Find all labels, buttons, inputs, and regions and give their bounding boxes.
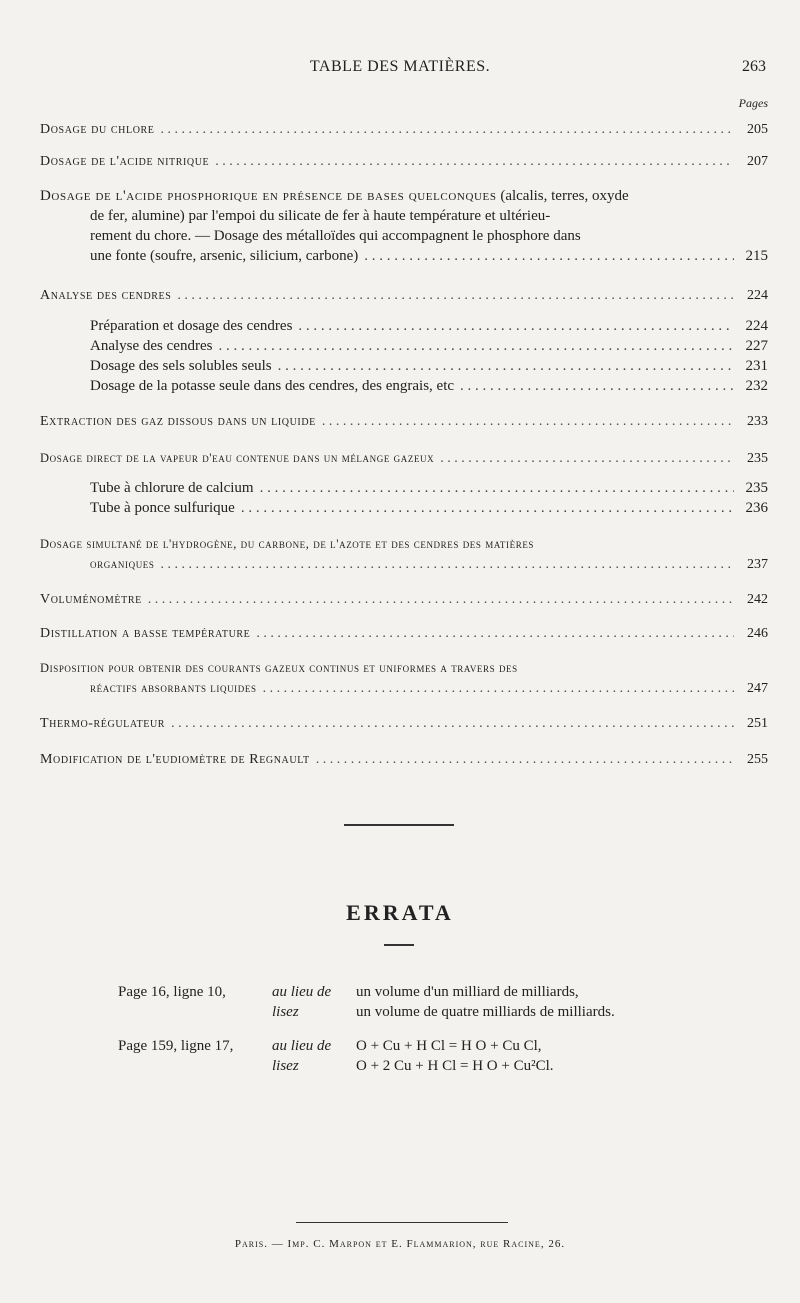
toc-subentry	[90, 376, 768, 396]
errata-ref: Page 16, ligne 10,	[118, 984, 226, 1000]
toc-entry-page: 246	[747, 626, 768, 641]
toc-subentry	[90, 498, 768, 518]
leader-dots	[322, 412, 734, 432]
toc-subentry	[90, 336, 768, 356]
leader-dots	[460, 376, 734, 396]
toc-entry-page: 231	[745, 358, 768, 374]
toc-entry-page: 237	[747, 557, 768, 572]
toc-entry	[40, 152, 768, 172]
toc-entry-page: 227	[745, 338, 768, 354]
toc-entry-title: Dosage des sels solubles seuls	[90, 358, 272, 374]
toc-entry	[40, 120, 768, 140]
errata-instead-label: au lieu de	[272, 984, 332, 1000]
pages-column-label: Pages	[738, 96, 768, 110]
toc-entry-page: 224	[747, 288, 768, 303]
toc-entry-text: organiques	[90, 557, 155, 571]
toc-entry-page: 242	[747, 592, 768, 607]
toc-entry-title: Préparation et dosage des cendres	[90, 318, 293, 334]
toc-entry	[40, 286, 768, 306]
toc-entry-last-line	[40, 554, 768, 575]
toc-entry-title: Dosage de l'acide nitrique	[40, 154, 210, 169]
toc-entry-text: de fer, alumine) par l'empoi du silicate de fer à haute température et ultérieu-	[90, 208, 551, 224]
leader-dots	[148, 590, 734, 610]
toc-entry-title: Tube à chlorure de calcium	[90, 480, 254, 496]
errata-heading: ERRATA	[346, 900, 454, 925]
toc-entry-title: Analyse des cendres	[90, 338, 213, 354]
errata-dash	[384, 944, 414, 946]
toc-entry	[40, 714, 768, 734]
toc-entry-text: rement du chore. — Dosage des métalloïdes qui accompagnent le phosphore dans	[90, 228, 581, 244]
footer-rule	[296, 1222, 508, 1223]
toc-entry-title: Disposition pour obtenir des courants gazeux continus et uniformes a travers des	[40, 661, 518, 675]
toc-entry-title: Analyse des cendres	[40, 288, 172, 303]
toc-subentry	[90, 316, 768, 336]
leader-dots	[263, 679, 734, 699]
toc-entry-multiline	[40, 534, 768, 575]
leader-dots	[177, 286, 734, 306]
leader-dots	[440, 449, 734, 469]
toc-entry-title: Voluménomètre	[40, 592, 142, 607]
leader-dots	[316, 750, 734, 770]
errata-instead-text: un volume d'un milliard de milliards,	[356, 984, 579, 1000]
toc-entry-multiline	[40, 186, 768, 266]
toc-entry	[40, 448, 768, 469]
toc-entry-page: 255	[747, 752, 768, 767]
errata-read-label: lisez	[272, 1004, 299, 1020]
toc-entry	[40, 624, 768, 644]
toc-entry-last-line	[40, 678, 768, 699]
toc-entry-title: Dosage de l'acide phosphorique en présence de bases quelconques	[40, 188, 497, 204]
errata-read-text: O + 2 Cu + H Cl = H O + Cu²Cl.	[356, 1058, 554, 1074]
toc-entry-page: 207	[747, 154, 768, 169]
toc-entry-page: 251	[747, 716, 768, 731]
toc-entry-page: 215	[745, 248, 768, 264]
toc-entry-title: Dosage du chlore	[40, 122, 155, 137]
leader-dots	[260, 478, 734, 498]
toc-entry-page: 233	[747, 414, 768, 429]
toc-entry-multiline	[40, 658, 768, 699]
toc-entry-text: réactifs absorbants liquides	[90, 681, 257, 695]
toc-entry-last-line	[40, 246, 768, 266]
toc-entry	[40, 750, 768, 770]
leader-dots	[241, 498, 734, 518]
toc-entry-title: Thermo-régulateur	[40, 716, 166, 731]
errata-ref: Page 159, ligne 17,	[118, 1038, 234, 1054]
errata-read-label: lisez	[272, 1058, 299, 1074]
leader-dots	[218, 336, 734, 356]
toc-entry-page: 205	[747, 122, 768, 137]
errata-instead-label: au lieu de	[272, 1038, 332, 1054]
page-number: 263	[742, 58, 766, 75]
errata-instead-text: O + Cu + H Cl = H O + Cu Cl,	[356, 1038, 542, 1054]
leader-dots	[161, 120, 735, 140]
toc-entry-title: Extraction des gaz dissous dans un liquide	[40, 414, 316, 429]
toc-entry-text: une fonte (soufre, arsenic, silicium, carbone)	[90, 248, 359, 264]
toc-subentry	[90, 356, 768, 376]
errata-read-text: un volume de quatre milliards de milliards.	[356, 1004, 615, 1020]
running-title: TABLE DES MATIÈRES.	[309, 58, 491, 75]
toc-entry-text: (alcalis, terres, oxyde	[500, 188, 629, 204]
toc-entry-title: Tube à ponce sulfurique	[90, 500, 235, 516]
toc-entry-page: 224	[745, 318, 768, 334]
leader-dots	[171, 714, 734, 734]
toc-entry	[40, 590, 768, 610]
toc-entry-title: Modification de l'eudiomètre de Regnault	[40, 752, 310, 767]
toc-entry-title: Dosage simultané de l'hydrogène, du carbone, de l'azote et des cendres des matières	[40, 537, 535, 551]
leader-dots	[256, 624, 734, 644]
toc-entry-page: 232	[745, 378, 768, 394]
toc-entry-title: Distillation a basse température	[40, 626, 251, 641]
toc-subentry	[90, 478, 768, 498]
toc-entry-page: 236	[745, 500, 768, 516]
toc-entry	[40, 412, 768, 432]
toc-entry-title: Dosage de la potasse seule dans des cendres, des engrais, etc	[90, 378, 455, 394]
printer-imprint: Paris. — Imp. C. Marpon et E. Flammarion, rue Racine, 26.	[234, 1238, 566, 1250]
leader-dots	[278, 356, 734, 376]
toc-entry-page: 235	[745, 480, 768, 496]
leader-dots	[161, 555, 735, 575]
leader-dots	[215, 152, 734, 172]
section-divider	[344, 824, 454, 826]
leader-dots	[364, 246, 734, 266]
toc-entry-title: Dosage direct de la vapeur d'eau contenue dans un mélange gazeux	[40, 451, 435, 465]
toc-entry-page: 247	[747, 681, 768, 696]
leader-dots	[298, 316, 734, 336]
toc-entry-page: 235	[747, 451, 768, 466]
